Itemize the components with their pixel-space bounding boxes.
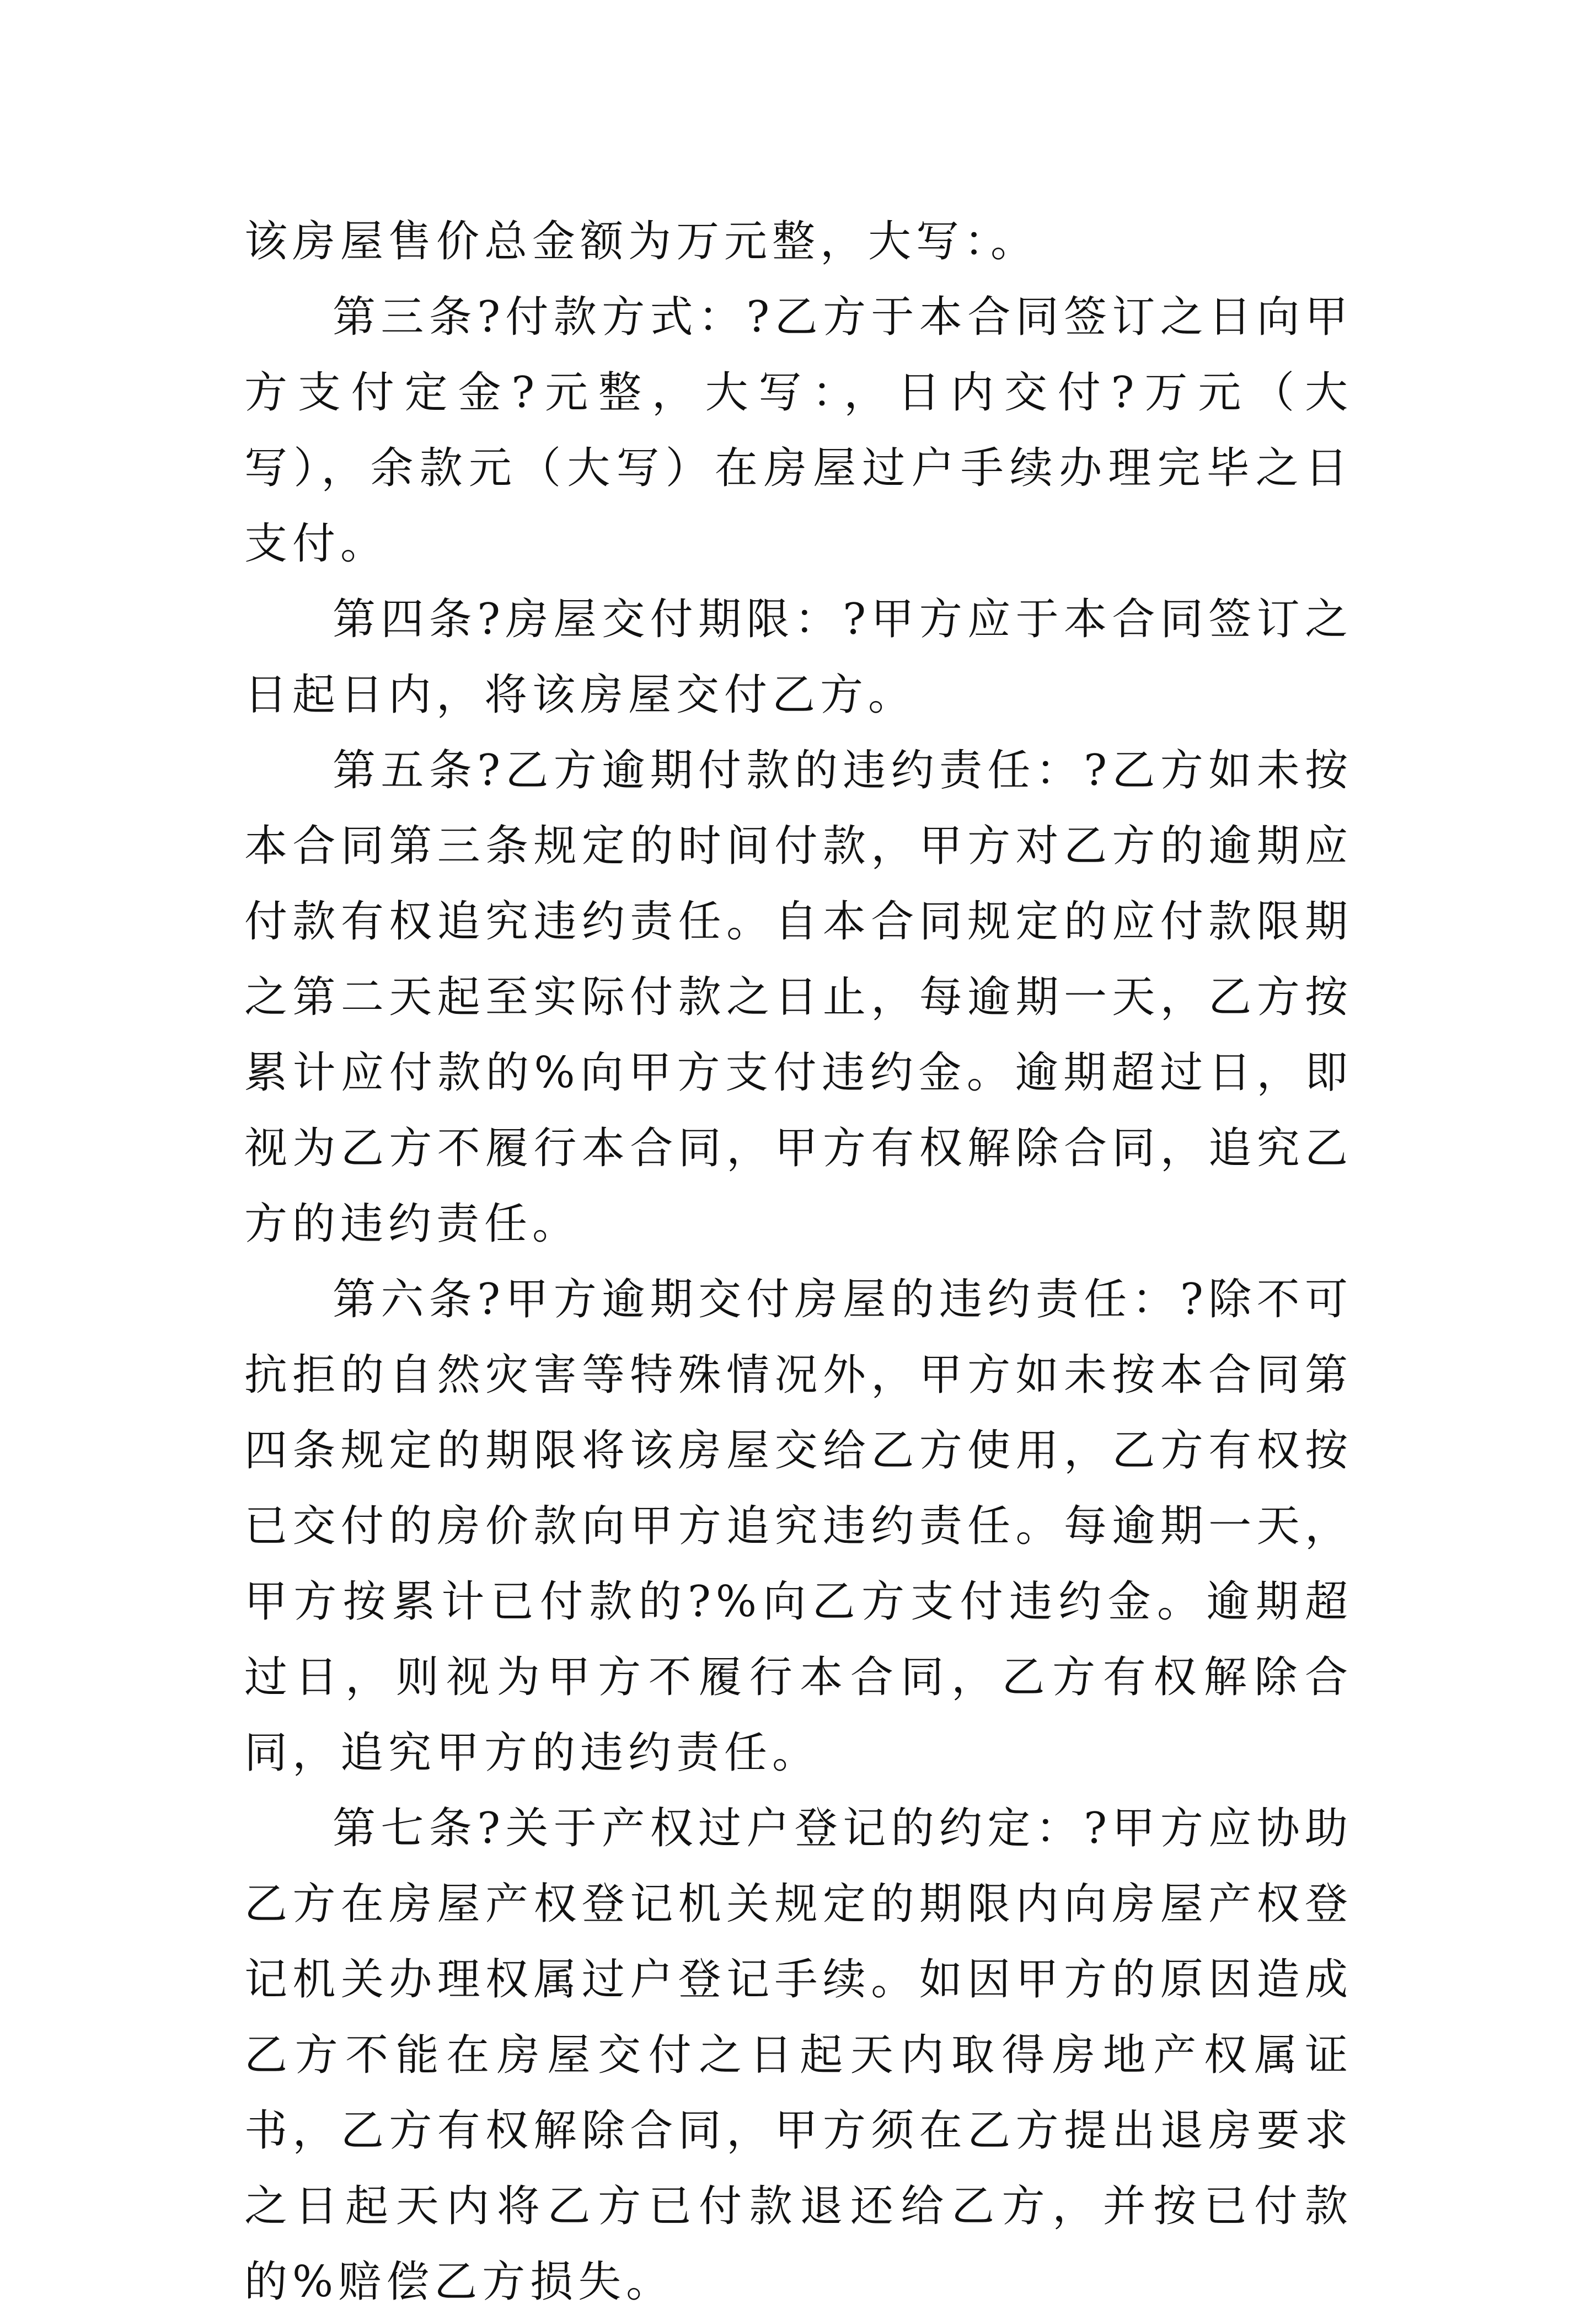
paragraph-article-4-delivery: 第四条?房屋交付期限：?甲方应于本合同签订之日起日内，将该房屋交付乙方。 — [244, 595, 1353, 720]
paragraph-article-6-seller-late-delivery: 第六条?甲方逾期交付房屋的违约责任：?除不可抗拒的自然灾害等特殊情况外，甲方如未按本合同第四条规定的期限将该房屋交给乙方使用，乙方有权按已交付的房价款向甲方追究违约责任。每逾期一天，甲方按累计已付款的?%向乙方支付违约金。逾期超过日，则视为甲方不履行本合同，乙方有权解除合同，追究甲方的违约责任。 — [244, 1275, 1353, 1778]
paragraph-article-7-title-transfer: 第七条?关于产权过户登记的约定：?甲方应协助乙方在房屋产权登记机关规定的期限内向房屋产权登记机关办理权属过户登记手续。如因甲方的原因造成乙方不能在房屋交付之日起天内取得房地产权属证书，乙方有权解除合同，甲方须在乙方提出退房要求之日起天内将乙方已付款退还给乙方，并按已付款的%赔偿乙方损失。 — [244, 1804, 1353, 2307]
paragraph-price-total: 该房屋售价总金额为万元整，大写：。 — [244, 217, 1039, 266]
paragraph-article-3-payment: 第三条?付款方式：?乙方于本合同签订之日向甲方支付定金?元整，大写：，日内交付?万元（大写），余款元（大写）在房屋过户手续办理完毕之日支付。 — [244, 292, 1353, 569]
contract-body — [244, 204, 1353, 2320]
paragraph-article-5-buyer-late-payment: 第五条?乙方逾期付款的违约责任：?乙方如未按本合同第三条规定的时间付款，甲方对乙方的逾期应付款有权追究违约责任。自本合同规定的应付款限期之第二天起至实际付款之日止，每逾期一天，乙方按累计应付款的%向甲方支付违约金。逾期超过日，即视为乙方不履行本合同，甲方有权解除合同，追究乙方的违约责任。 — [244, 746, 1353, 1249]
